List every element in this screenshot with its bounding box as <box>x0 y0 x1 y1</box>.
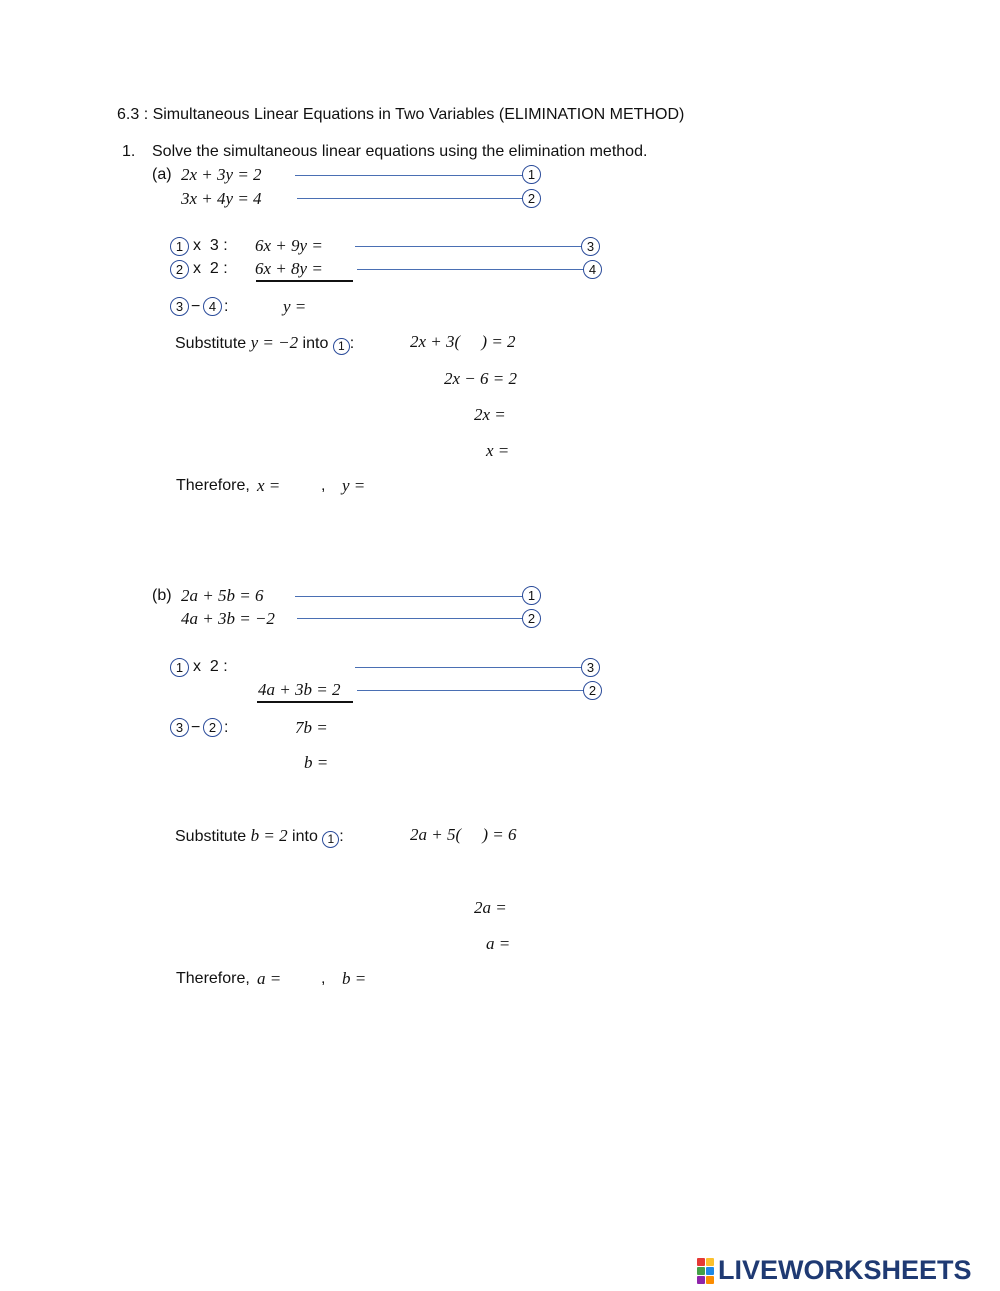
part-a-step2-operation: x 2 : <box>193 260 228 277</box>
part-a-therefore-label: Therefore, <box>176 477 255 494</box>
part-a-eq-label-2: 2 <box>522 189 541 208</box>
part-a-leader-line-4 <box>357 269 584 270</box>
part-a-step1-eq-ref: 1 <box>170 237 189 256</box>
part-b-eq-label-3: 3 <box>581 658 600 677</box>
part-b-step1-operation: x 2 : <box>193 658 228 675</box>
part-b-leader-line-2 <box>297 618 523 619</box>
part-b-label: (b) <box>152 587 172 604</box>
part-b-equation-2: 4a + 3b = −2 <box>181 609 275 628</box>
part-a-substitute-line: Substitute y = −2 into 1 : <box>175 333 355 353</box>
part-b-answer-b[interactable]: b = <box>342 969 367 988</box>
part-a-label: (a) <box>152 166 172 183</box>
part-b-step3-ref-2: 2 <box>203 718 222 737</box>
part-a-step2-eq-ref: 2 <box>170 260 189 279</box>
question-instruction: Solve the simultaneous linear equations using the elimination method. <box>152 143 648 160</box>
part-b-leader-line-1 <box>295 596 523 597</box>
part-b-step2-expression: 4a + 3b = 2 <box>258 680 341 699</box>
part-b-substitute-line: Substitute b = 2 into 1 : <box>175 826 344 846</box>
part-b-therefore-label: Therefore, <box>176 970 255 987</box>
part-b-step3-minus: − <box>191 719 201 736</box>
part-a-step1-operation: x 3 : <box>193 237 228 254</box>
part-a-working-line-1[interactable]: 2x + 3( ) = 2 <box>410 332 516 351</box>
part-a-leader-line-1 <box>295 175 523 176</box>
part-b-leader-line-3 <box>355 667 582 668</box>
part-a-working-line-4[interactable]: x = <box>486 441 510 460</box>
part-b-equation-1: 2a + 5b = 6 <box>181 586 264 605</box>
part-a-eq-label-3: 3 <box>581 237 600 256</box>
part-a-step3-expression[interactable]: y = <box>283 297 307 316</box>
part-a-step3-colon: : <box>224 298 229 315</box>
part-b-working-line-1[interactable]: 2a + 5( ) = 6 <box>410 825 517 844</box>
part-b-eq-label-2-repeat: 2 <box>583 681 602 700</box>
part-b-step3-colon: : <box>224 719 229 736</box>
part-a-substitute-eq-ref: 1 <box>333 338 350 355</box>
part-a-subtraction-underline <box>256 280 353 282</box>
part-a-working-line-3[interactable]: 2x = <box>474 405 506 424</box>
part-a-step3-ref-4: 4 <box>203 297 222 316</box>
part-b-substitute-eq-ref: 1 <box>322 831 339 848</box>
part-a-leader-line-2 <box>297 198 523 199</box>
logo-blocks-icon <box>697 1258 714 1284</box>
part-a-answer-x[interactable]: x = <box>257 476 281 495</box>
part-a-equation-1: 2x + 3y = 2 <box>181 165 262 184</box>
part-a-answer-y[interactable]: y = <box>342 476 366 495</box>
part-b-step3-expression[interactable]: 7b = <box>295 718 328 737</box>
part-a-leader-line-3 <box>355 246 582 247</box>
liveworksheets-logo[interactable] <box>697 1257 972 1284</box>
part-b-eq-label-1: 1 <box>522 586 541 605</box>
part-b-leader-line-4 <box>357 690 584 691</box>
part-b-step4-expression[interactable]: b = <box>304 753 329 772</box>
part-a-step3-ref-3: 3 <box>170 297 189 316</box>
part-b-working-line-2[interactable]: 2a = <box>474 898 507 917</box>
part-a-substitute-value: y = −2 <box>250 333 299 352</box>
part-a-eq-label-4: 4 <box>583 260 602 279</box>
part-b-answer-comma: , <box>321 970 326 987</box>
part-b-working-line-3[interactable]: a = <box>486 934 511 953</box>
part-b-step1-eq-ref: 1 <box>170 658 189 677</box>
logo-text: LIVEWORKSHEETS <box>718 1255 972 1285</box>
part-a-step3-minus: − <box>191 298 201 315</box>
worksheet-heading: 6.3 : Simultaneous Linear Equations in Two Variables (ELIMINATION METHOD) <box>117 106 685 123</box>
part-b-eq-label-2: 2 <box>522 609 541 628</box>
part-a-eq-label-1: 1 <box>522 165 541 184</box>
part-a-step1-expression[interactable]: 6x + 9y = <box>255 236 323 255</box>
part-b-substitute-value: b = 2 <box>250 826 288 845</box>
part-a-answer-comma: , <box>321 477 326 494</box>
part-a-working-line-2: 2x − 6 = 2 <box>444 369 517 388</box>
part-a-step2-expression[interactable]: 6x + 8y = <box>255 259 323 278</box>
part-b-answer-a[interactable]: a = <box>257 969 282 988</box>
part-a-equation-2: 3x + 4y = 4 <box>181 189 262 208</box>
part-b-subtraction-underline <box>257 701 353 703</box>
part-b-step3-ref-3: 3 <box>170 718 189 737</box>
question-number: 1. <box>122 143 136 160</box>
